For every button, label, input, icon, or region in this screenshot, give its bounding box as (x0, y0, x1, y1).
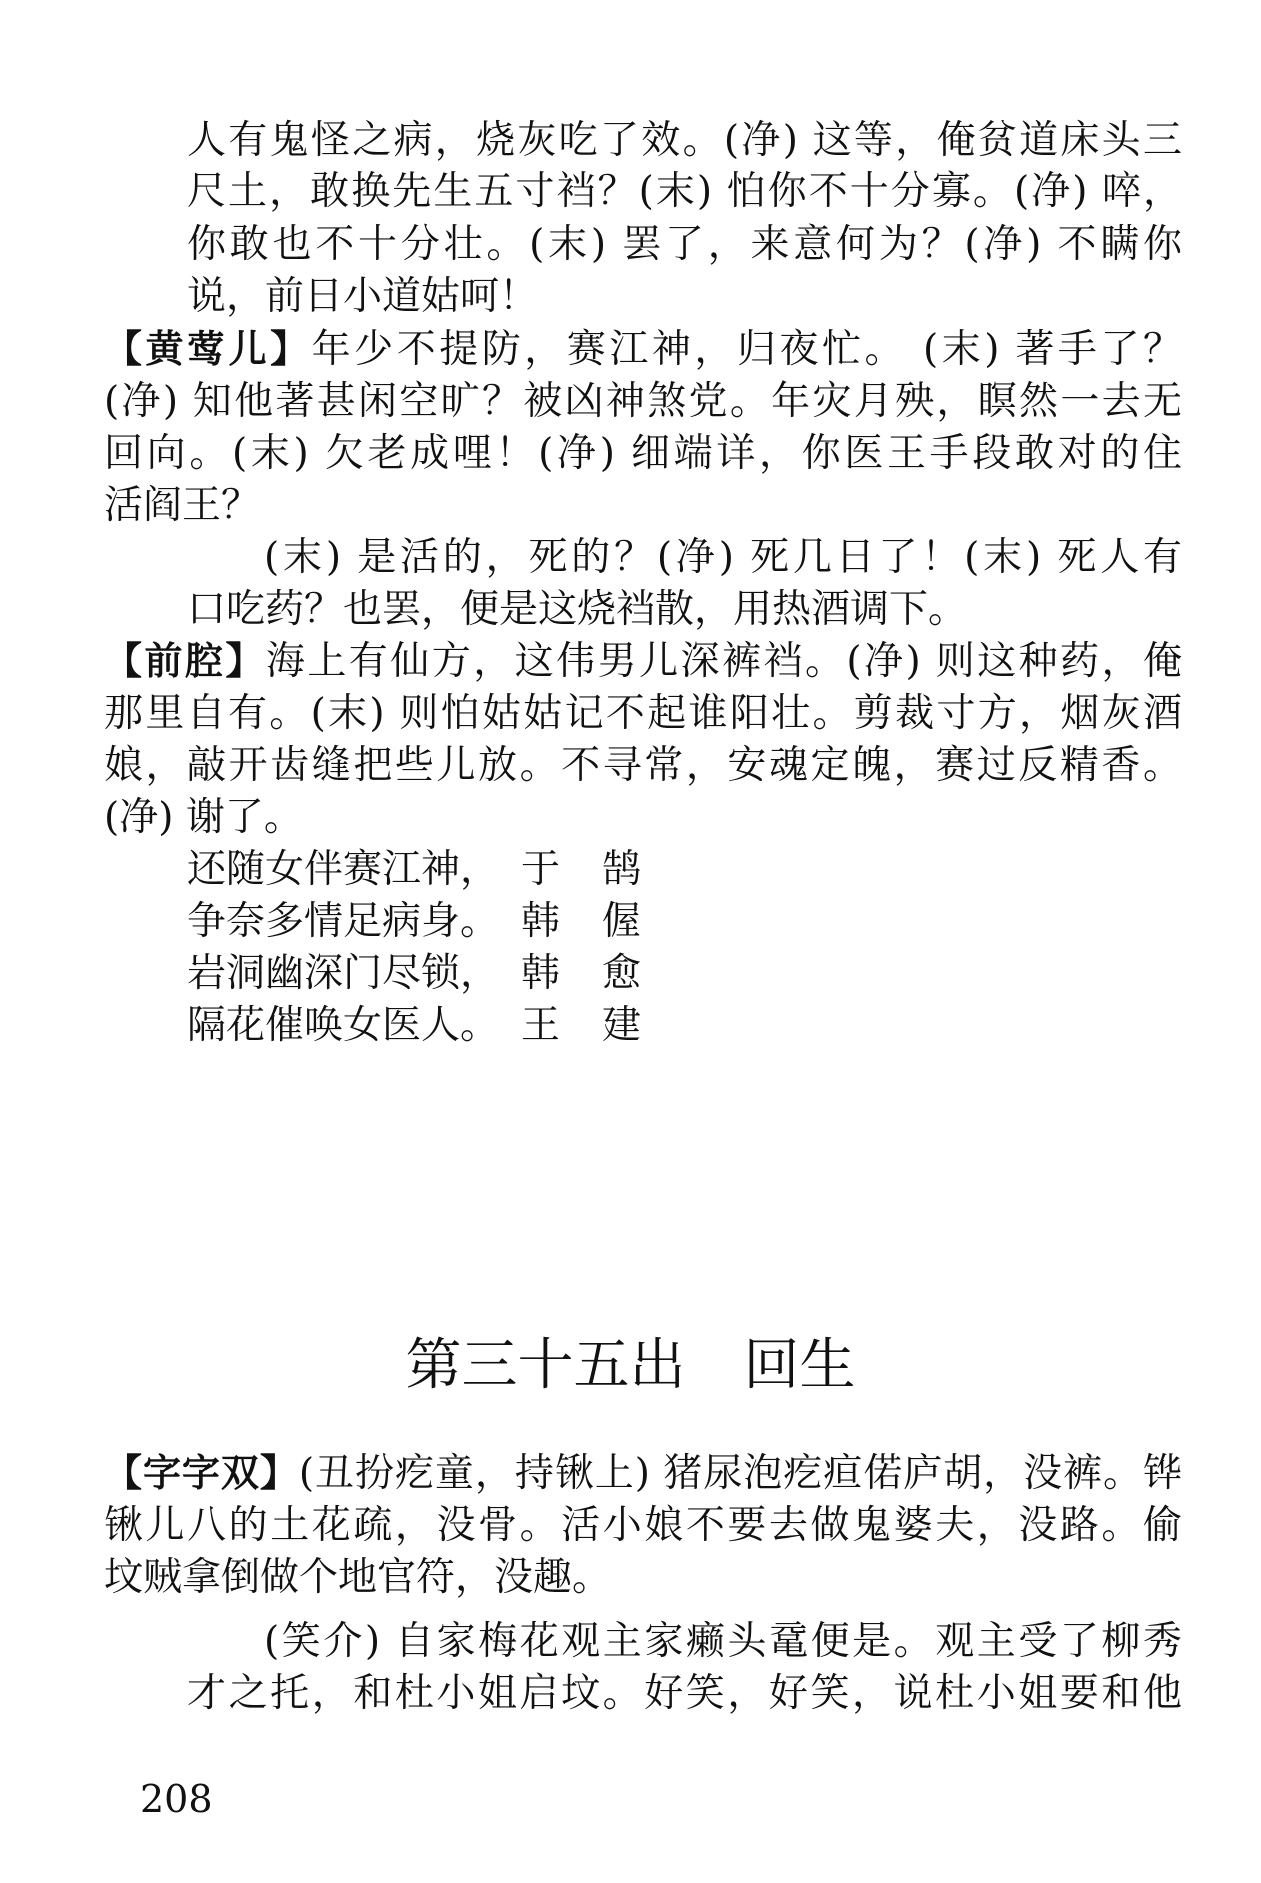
verse-line (187, 951, 684, 996)
tune-name: 【黄莺儿】 (104, 327, 312, 371)
verse-text: 岩洞幽深门尽锁， (187, 951, 500, 996)
verse-line (187, 847, 684, 892)
text-line: 你敢也不十分壮。(末) 罢了，来意何为？(净) 不瞒你 (187, 222, 1182, 267)
text-line: 回向。(末) 欠老成哩！(净) 细端详，你医王手段敢对的住 (104, 431, 1182, 476)
text-line: 锹儿八的土花疏，没骨。活小娘不要去做鬼婆夫，没路。偷 (104, 1503, 1182, 1548)
verse-author: 韩愈 (521, 951, 684, 996)
verse-line (187, 899, 684, 944)
chapter-name: 回生 (743, 1333, 856, 1398)
aria-paragraph (104, 327, 1182, 372)
text-line: 坟贼拿倒做个地官符，没趣。 (104, 1555, 612, 1600)
verse-author: 王建 (521, 1003, 684, 1048)
verse-text: 还随女伴赛江神， (187, 847, 500, 892)
verse-text: 争奈多情足病身。 (187, 899, 500, 944)
text-line: 活阎王？ (104, 483, 261, 528)
text-line: (净) 知他著甚闲空旷？被凶神煞党。年灾月殃，瞑然一去无 (104, 379, 1182, 424)
chapter-title (0, 1333, 1261, 1398)
aria-paragraph (104, 1451, 1182, 1496)
verse-text: 隔花催唤女医人。 (187, 1003, 500, 1048)
text-line: (末) 是活的，死的？(净) 死几日了！(末) 死人有 (264, 535, 1182, 580)
verse-line (187, 1003, 684, 1048)
text-line: (笑介) 自家梅花观主家癞头鼋便是。观主受了柳秀 (264, 1619, 1182, 1664)
text-line: 年少不提防，赛江神，归夜忙。 (末) 著手了？ (311, 327, 1182, 372)
text-line: (丑扮疙童，持锹上) 猪尿泡疙疸偌庐胡，没裤。铧 (298, 1451, 1182, 1496)
page-number: 208 (140, 1777, 213, 1821)
text-line: 说，前日小道姑呵！ (187, 274, 539, 319)
text-line: 尺土，敢换先生五寸裆？(末) 怕你不十分寡。(净) 啐， (187, 169, 1182, 214)
aria-paragraph (104, 639, 1182, 684)
text-line: 口吃药？也罢，便是这烧裆散，用热酒调下。 (187, 587, 968, 632)
tune-name: 【字字双】 (104, 1451, 299, 1495)
verse-author: 于鹄 (521, 847, 684, 892)
chapter-number: 第三十五出 (405, 1333, 686, 1398)
text-line: 人有鬼怪之病，烧灰吃了效。(净) 这等，俺贫道床头三 (187, 118, 1182, 163)
verse-author: 韩偓 (521, 899, 684, 944)
text-line: (净) 谢了。 (104, 795, 303, 840)
text-line: 娘，敲开齿缝把些儿放。不寻常，安魂定魄，赛过反精香。 (104, 743, 1182, 788)
tune-name: 【前腔】 (104, 639, 266, 683)
text-line: 那里自有。(末) 则怕姑姑记不起谁阳壮。剪裁寸方，烟灰酒 (104, 691, 1182, 736)
text-line: 海上有仙方，这伟男儿深裤裆。(净) 则这种药，俺 (265, 639, 1182, 684)
text-line: 才之托，和杜小姐启坟。好笑，好笑，说杜小姐要和他 (187, 1671, 1182, 1716)
